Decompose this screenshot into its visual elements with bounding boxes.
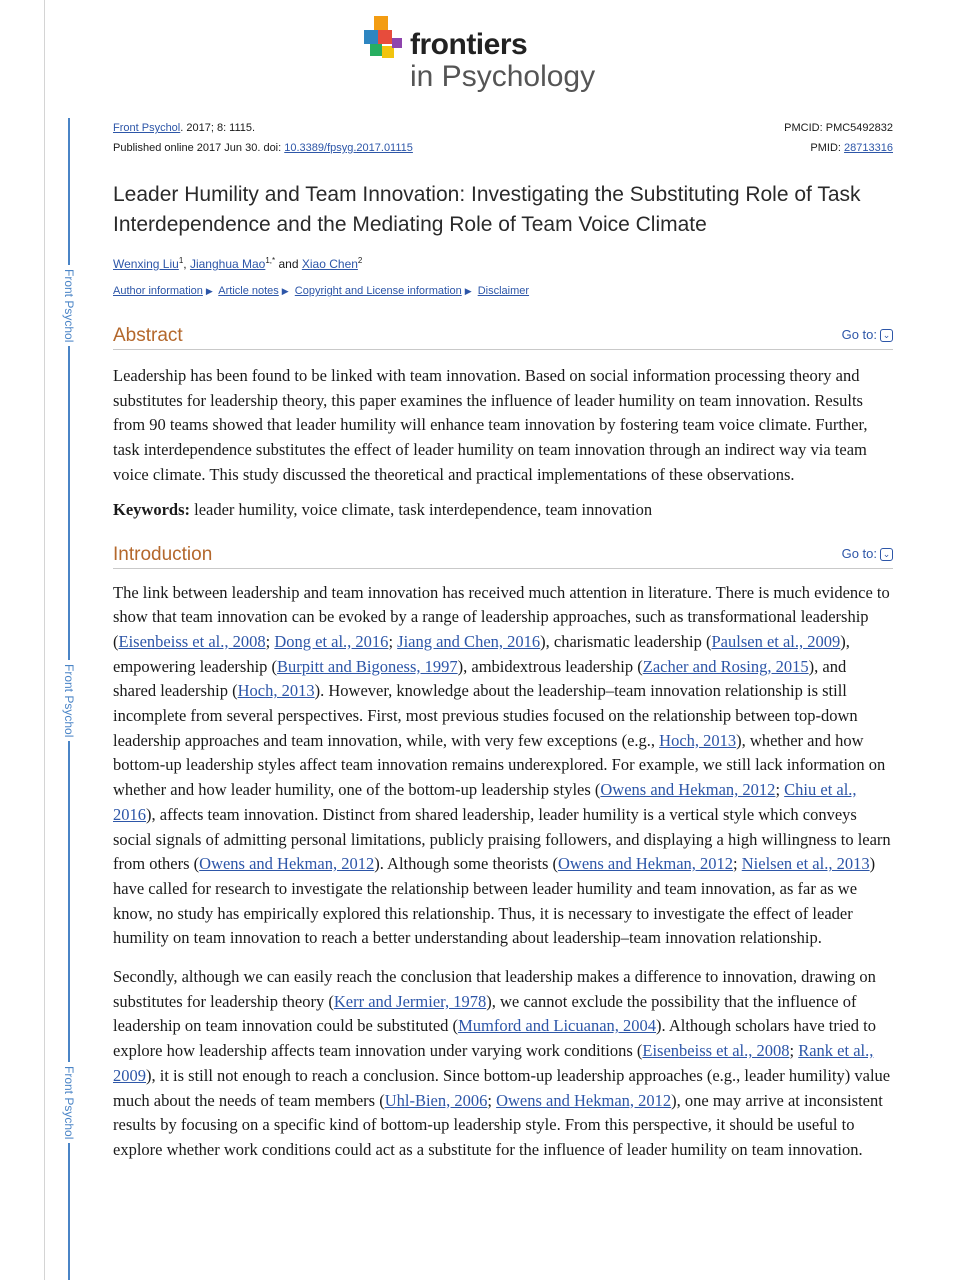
author-sep: , <box>183 257 187 271</box>
keywords <box>113 498 893 522</box>
chevron-down-icon: ⌄ <box>880 329 893 342</box>
citation-link[interactable]: Burpitt and Bigoness, 1997 <box>277 656 458 676</box>
author-affil: 1,* <box>265 256 276 265</box>
paragraph-text: ), one may arrive at inconsistent results by focusing on a specific kind of bottom-up leadership style. From this perspective, it should be useful to explore whether work conditions could act as a substitute for the influence of leader humility on team innovation. <box>113 1090 883 1159</box>
paragraph-text: ; <box>265 631 275 651</box>
introduction-paragraph-2 <box>113 965 893 1163</box>
paragraph-text: ), charismatic leadership ( <box>540 631 712 651</box>
citation: . 2017; 8: 1115. <box>180 122 256 134</box>
citation-link[interactable]: Dong et al., 2016 <box>274 631 389 651</box>
published-text: Published online 2017 Jun 30. doi: <box>113 142 285 154</box>
paragraph-text: ). However, knowledge about the leadership–team innovation relationship is still incomplete from several perspectives. First, most previous studies focused on the relationship between top-down leadership approaches and team innovation, while, with very few exceptions (e.g., <box>113 681 858 750</box>
article-content <box>113 118 893 1163</box>
paragraph-text: ), and shared leadership ( <box>113 656 847 701</box>
logo-cube-green <box>370 44 382 56</box>
citation-link[interactable]: Mumford and Licuanan, 2004 <box>458 1016 657 1036</box>
abstract-goto[interactable] <box>842 327 893 342</box>
citation-link[interactable]: Eisenbeiss et al., 2008 <box>642 1041 790 1061</box>
introduction-goto[interactable] <box>842 546 893 561</box>
citation-link[interactable]: Kerr and Jermier, 1978 <box>333 991 487 1011</box>
introduction-paragraph-1 <box>113 581 893 952</box>
pmid-link[interactable]: 28713316 <box>844 142 893 154</box>
citation-link[interactable]: Owens and Hekman, 2012 <box>600 780 776 800</box>
author-information-link[interactable]: Author information <box>113 285 203 297</box>
author-link[interactable]: Xiao Chen <box>301 257 358 271</box>
citation-link[interactable]: Jiang and Chen, 2016 <box>397 631 541 651</box>
paragraph-text: Secondly, although we can easily reach the conclusion that leadership makes a difference to innovation, drawing on substitutes for leadership theory ( <box>113 967 876 1011</box>
pmcid: PMCID: PMC5492832 <box>784 122 893 134</box>
citation-link[interactable]: Hoch, 2013 <box>237 681 315 701</box>
triangle-right-icon: ▶ <box>281 286 289 296</box>
paragraph-text: ), whether and how bottom-up leadership styles affect team innovation remains underexplored. For example, we still lack information on whether and how leader humility, one of the bottom-up leadership styles ( <box>113 730 886 800</box>
logo-name: frontiers <box>410 28 528 61</box>
paragraph-text: ). Although some theorists ( <box>374 854 558 874</box>
frontiers-logo-icon <box>364 16 408 64</box>
keywords-label: Keywords: <box>113 499 190 519</box>
citation-link[interactable]: Hoch, 2013 <box>659 730 737 750</box>
paragraph-text: ; <box>789 1041 799 1061</box>
keywords-list: leader humility, voice climate, task interdependence, team innovation <box>194 499 653 519</box>
paragraph-text: ), we cannot exclude the possibility that the influence of leadership on team innovation could be substituted ( <box>113 991 857 1036</box>
paragraph-text: ; <box>733 854 742 874</box>
citation-link[interactable]: Chiu et al., 2016 <box>113 780 857 824</box>
copyright-link[interactable]: Copyright and License information <box>294 285 462 297</box>
author-affil: 1 <box>178 256 184 265</box>
goto-label: Go to: <box>841 545 877 561</box>
logo-cube-top <box>374 16 388 30</box>
author-link[interactable]: Jianghua Mao <box>189 257 266 271</box>
goto-label: Go to: <box>841 327 877 342</box>
paragraph-text: ) have called for research to investigate the relationship between leader humility and team innovation, as far as we know, no study has empirically explored this relationship. Thus, it is necessary to investigate the effect of leader humility on team innovation to reach a better understanding about leadership–team innovation relationship. <box>113 854 876 948</box>
pmid-label: PMID: <box>810 142 845 154</box>
abstract-header <box>113 325 893 350</box>
introduction-header <box>113 544 893 569</box>
logo-cube-red <box>378 30 392 44</box>
side-label-2: Front Psychol <box>60 660 78 741</box>
frontiers-logo[interactable] <box>364 14 614 96</box>
article-info-bar <box>113 283 893 299</box>
article-meta <box>113 118 893 164</box>
author-list <box>113 252 893 273</box>
citation-link[interactable]: Zacher and Rosing, 2015 <box>642 656 809 676</box>
logo-subtitle: in Psychology <box>410 60 596 93</box>
paragraph-text: ; <box>388 631 398 651</box>
triangle-right-icon: ▶ <box>464 286 472 296</box>
meta-left <box>113 118 413 158</box>
meta-right <box>784 118 893 158</box>
page-edge <box>44 0 45 1280</box>
citation-link[interactable]: Paulsen et al., 2009 <box>711 631 841 651</box>
paragraph-text: ), it is still not enough to reach a conclusion. Since bottom-up leadership approaches (e.g., leader humility) value much about the needs of team members ( <box>113 1065 891 1110</box>
citation-link[interactable]: Owens and Hekman, 2012 <box>557 854 734 874</box>
paragraph-text: ; <box>487 1090 497 1110</box>
citation-link[interactable]: Uhl-Bien, 2006 <box>384 1090 488 1110</box>
introduction-heading: Introduction <box>113 543 213 565</box>
paragraph-text: ), ambidextrous leadership ( <box>457 656 643 676</box>
abstract-text: Leadership has been found to be linked with team innovation. Based on social information processing theory and substitutes for leadership theory, this paper examines the influence of leader humility on team innovation. Results from 90 teams showed that leader humility will enhance team innovation by fostering team voice climate. Further, task interdependence substitutes the effect of leader humility on team innovation through an indirect way via team voice climate. This study discussed the theoretical and practical implementations of these observations. <box>113 366 868 484</box>
author-affil: 2 <box>357 256 363 265</box>
article-notes-link[interactable]: Article notes <box>218 285 279 297</box>
citation-link[interactable]: Rank et al., 2009 <box>113 1041 874 1085</box>
paragraph-text: The link between leadership and team innovation has received much attention in literature. There is much evidence to show that team innovation can be evoked by a range of leadership approaches, such as transformational leadership ( <box>113 582 890 651</box>
author-and: and <box>278 257 299 271</box>
chevron-down-icon: ⌄ <box>880 548 893 561</box>
paragraph-text: ). Although scholars have tried to explore how leadership affects team innovation under varying work conditions ( <box>113 1016 876 1061</box>
logo-cube-purple <box>392 38 402 48</box>
disclaimer-link[interactable]: Disclaimer <box>477 285 530 297</box>
citation-link[interactable]: Owens and Hekman, 2012 <box>496 1090 672 1110</box>
journal-link[interactable]: Front Psychol <box>113 122 181 134</box>
paragraph-text: ), affects team innovation. Distinct from shared leadership, leader humility is a vertical style which conveys social signals of admitting personal limitations, publicly praising followers, and displaying a high willingness to learn from others ( <box>113 804 891 874</box>
article-title: Leader Humility and Team Innovation: Investigating the Substituting Role of Task Interdependence and the Mediating Role of Team Voice Climate <box>113 183 861 236</box>
paragraph-text: ; <box>775 780 785 800</box>
doi-link[interactable]: 10.3389/fpsyg.2017.01115 <box>284 142 413 154</box>
citation-link[interactable]: Eisenbeiss et al., 2008 <box>118 631 266 651</box>
author-link[interactable]: Wenxing Liu <box>113 257 179 271</box>
logo-cube-blue <box>364 30 378 44</box>
triangle-right-icon: ▶ <box>205 286 213 296</box>
citation-link[interactable]: Owens and Hekman, 2012 <box>199 854 375 874</box>
side-label-3: Front Psychol <box>60 1062 78 1143</box>
citation-link[interactable]: Nielsen et al., 2013 <box>741 854 870 874</box>
abstract-heading: Abstract <box>113 325 183 346</box>
side-label-1: Front Psychol <box>60 265 78 346</box>
paragraph-text: ), empowering leadership ( <box>113 631 850 676</box>
